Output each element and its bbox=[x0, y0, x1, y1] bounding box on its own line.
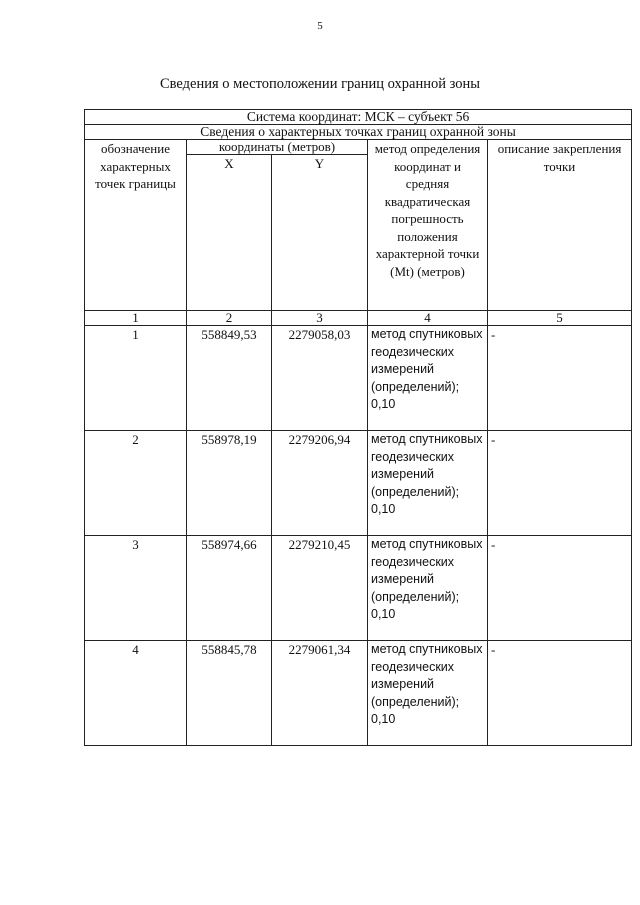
method-cell: метод спутниковых геодезических измерений (определений); 0,10 bbox=[368, 431, 488, 536]
coordinate-system-label: Система координат: МСК – субъект 56 bbox=[85, 110, 632, 125]
header-method: метод определения координат и средняя квадратическая погрешность положения характерной точки (Mt) (метров) bbox=[368, 140, 488, 311]
document-title: Сведения о местоположении границ охранной зоны bbox=[159, 76, 480, 92]
point-number: 2 bbox=[85, 431, 187, 536]
x-coordinate: 558849,53 bbox=[187, 326, 272, 431]
table-row bbox=[85, 431, 632, 536]
column-numbers-row bbox=[85, 311, 632, 326]
column-number: 5 bbox=[488, 311, 632, 326]
column-number: 4 bbox=[368, 311, 488, 326]
y-coordinate: 2279058,03 bbox=[272, 326, 368, 431]
points-info-row bbox=[85, 125, 632, 140]
table-row bbox=[85, 326, 632, 431]
method-cell: метод спутниковых геодезических измерений (определений); 0,10 bbox=[368, 536, 488, 641]
description-cell: - bbox=[488, 431, 632, 536]
point-number: 1 bbox=[85, 326, 187, 431]
x-coordinate: 558974,66 bbox=[187, 536, 272, 641]
method-cell: метод спутниковых геодезических измерений (определений); 0,10 bbox=[368, 641, 488, 746]
column-number: 2 bbox=[187, 311, 272, 326]
description-cell: - bbox=[488, 326, 632, 431]
coordinates-table bbox=[84, 109, 632, 746]
point-number: 4 bbox=[85, 641, 187, 746]
header-x: X bbox=[187, 155, 272, 311]
y-coordinate: 2279206,94 bbox=[272, 431, 368, 536]
x-coordinate: 558978,19 bbox=[187, 431, 272, 536]
table-row bbox=[85, 641, 632, 746]
x-coordinate: 558845,78 bbox=[187, 641, 272, 746]
column-number: 3 bbox=[272, 311, 368, 326]
header-coordinates: координаты (метров) bbox=[187, 140, 368, 155]
points-info-label: Сведения о характерных точках границ охранной зоны bbox=[85, 125, 632, 140]
method-cell: метод спутниковых геодезических измерений (определений); 0,10 bbox=[368, 326, 488, 431]
description-cell: - bbox=[488, 641, 632, 746]
header-point-designation: обозначение характерных точек границы bbox=[85, 140, 187, 311]
point-number: 3 bbox=[85, 536, 187, 641]
description-cell: - bbox=[488, 536, 632, 641]
page-number: 5 bbox=[317, 20, 323, 32]
column-number: 1 bbox=[85, 311, 187, 326]
coordinate-system-row bbox=[85, 110, 632, 125]
header-description: описание закрепления точки bbox=[488, 140, 632, 311]
y-coordinate: 2279210,45 bbox=[272, 536, 368, 641]
y-coordinate: 2279061,34 bbox=[272, 641, 368, 746]
table-row bbox=[85, 536, 632, 641]
header-row-1 bbox=[85, 140, 632, 155]
header-y: Y bbox=[272, 155, 368, 311]
